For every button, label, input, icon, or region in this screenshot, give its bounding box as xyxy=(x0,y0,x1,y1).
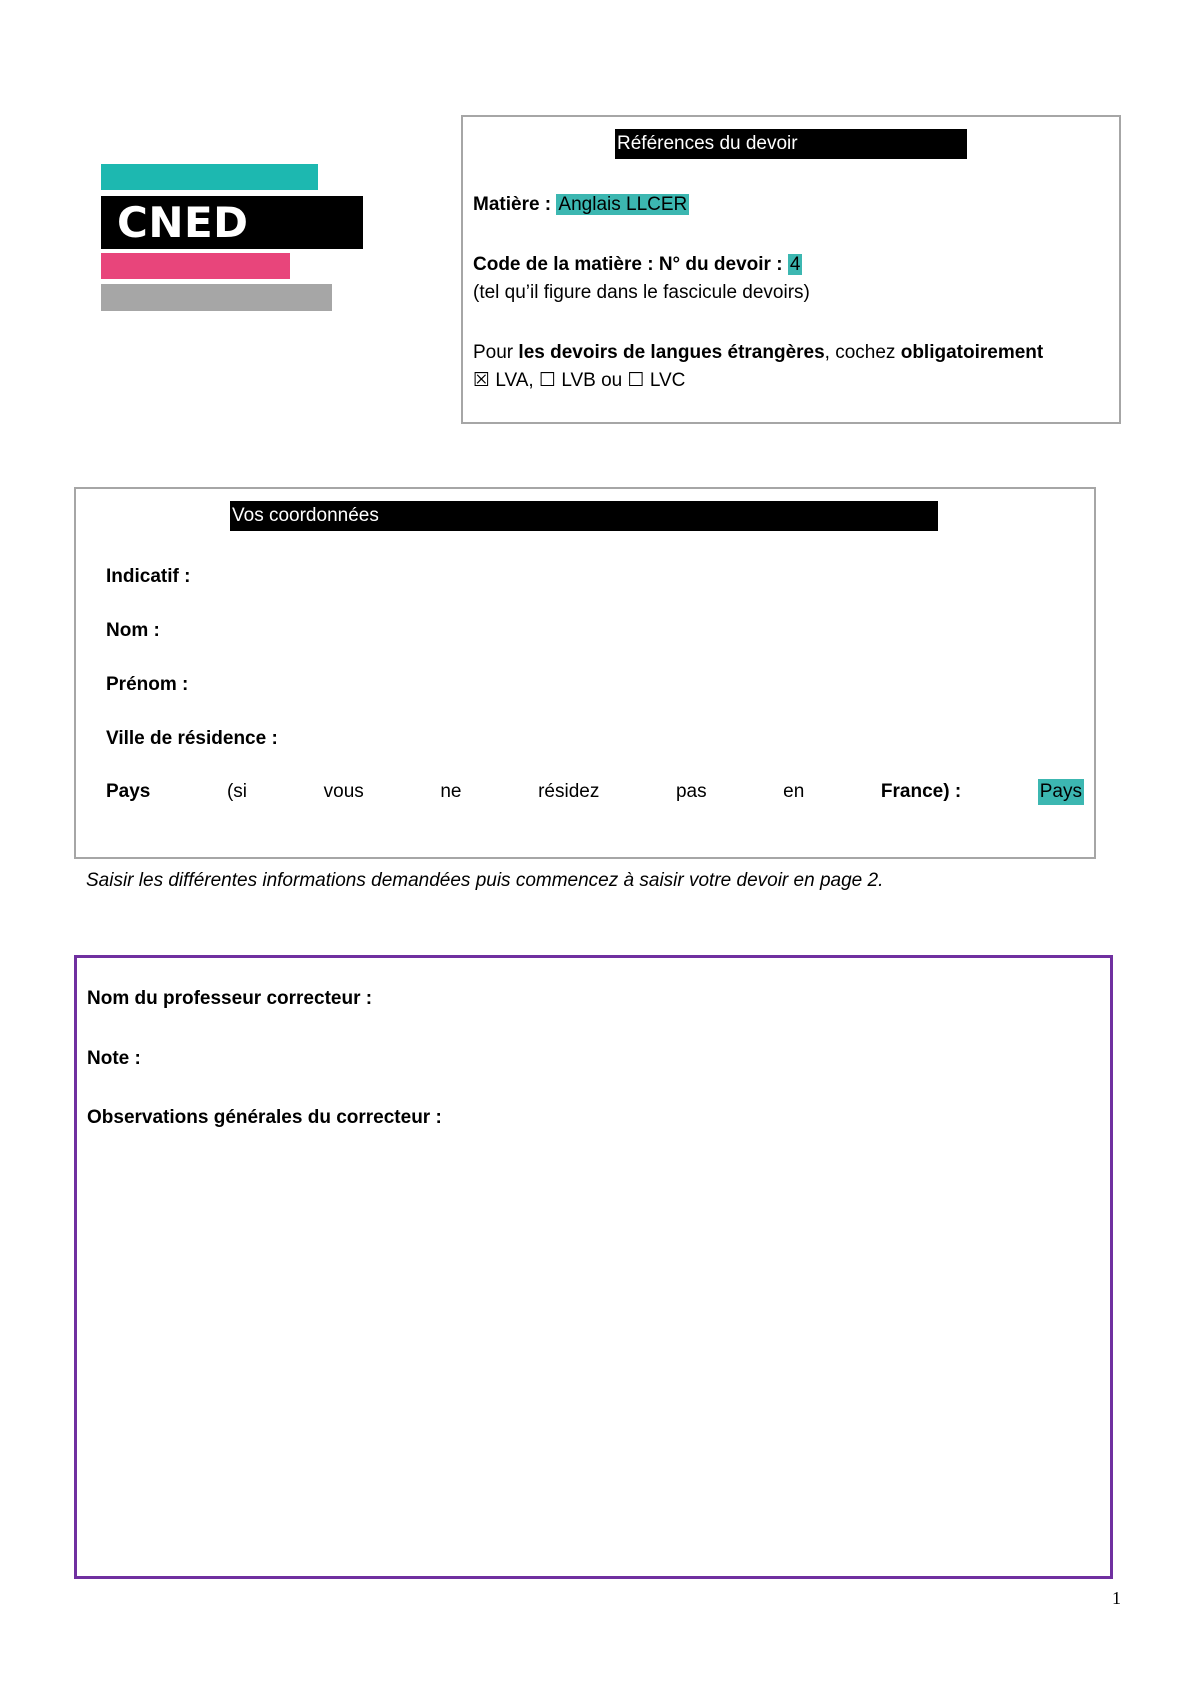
field-nom[interactable]: Nom : xyxy=(106,620,160,641)
option-lva-checkbox[interactable]: ☒ xyxy=(473,370,491,391)
pays-word: (si xyxy=(226,781,248,802)
field-observations: Observations générales du correcteur : xyxy=(87,1107,442,1128)
code-note: (tel qu’il figure dans le fascicule devoirs) xyxy=(473,282,810,303)
option-lvb-label: LVB ou xyxy=(561,370,623,391)
field-prenom[interactable]: Prénom : xyxy=(106,674,189,695)
option-lvc-checkbox[interactable]: ☐ xyxy=(627,370,645,391)
matiere-label: Matière : xyxy=(473,194,552,215)
option-lvb-checkbox[interactable]: ☐ xyxy=(538,370,557,391)
langues-line xyxy=(473,340,1043,366)
logo-bar-pink xyxy=(101,253,290,279)
field-pays xyxy=(106,779,1084,805)
langues-mid: , cochez xyxy=(824,342,896,363)
field-indicatif[interactable]: Indicatif : xyxy=(106,566,191,587)
pays-word: en xyxy=(783,781,805,802)
page-number: 1 xyxy=(1112,1588,1121,1608)
references-box xyxy=(461,115,1121,424)
pays-word: France) : xyxy=(880,781,962,802)
field-note: Note : xyxy=(87,1048,141,1069)
references-heading: Références du devoir xyxy=(615,129,967,159)
language-options xyxy=(473,368,685,394)
pays-word: ne xyxy=(440,781,462,802)
option-lva-label: LVA, xyxy=(495,370,534,391)
langues-bold: les devoirs de langues étrangères xyxy=(518,342,825,363)
pays-word: Pays xyxy=(106,781,151,802)
coordonnees-box xyxy=(74,487,1096,859)
matiere-line xyxy=(473,192,689,218)
field-professeur: Nom du professeur correcteur : xyxy=(87,988,373,1009)
instruction-text: Saisir les différentes informations demandées puis commencez à saisir votre devoir en page 2. xyxy=(86,870,884,891)
pays-word: pas xyxy=(675,781,707,802)
code-value[interactable]: 4 xyxy=(789,254,801,275)
logo-text: CNED xyxy=(117,198,249,247)
option-lvc-label: LVC xyxy=(649,370,686,391)
langues-pre: Pour xyxy=(473,342,514,363)
pays-word: résidez xyxy=(538,781,600,802)
code-label: Code de la matière : N° du devoir : xyxy=(473,254,783,275)
code-line xyxy=(473,252,802,278)
coordonnees-heading: Vos coordonnées xyxy=(230,501,938,531)
logo-bar-grey xyxy=(101,284,332,311)
correcteur-box xyxy=(74,955,1113,1579)
pays-word: vous xyxy=(323,781,364,802)
cned-logo xyxy=(101,164,363,312)
field-ville[interactable]: Ville de résidence : xyxy=(106,728,278,749)
pays-value[interactable]: Pays xyxy=(1038,779,1084,805)
logo-bar-teal xyxy=(101,164,318,190)
matiere-value[interactable]: Anglais LLCER xyxy=(558,194,688,215)
langues-obligatoirement: obligatoirement xyxy=(900,342,1044,363)
